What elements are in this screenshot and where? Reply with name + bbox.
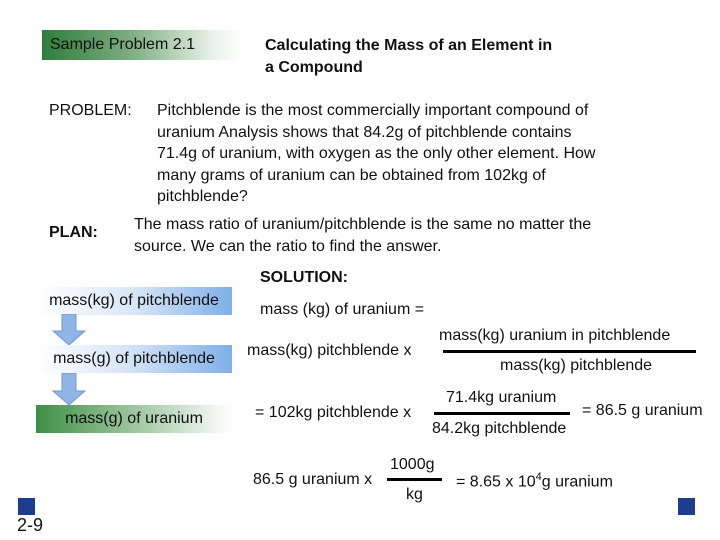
plan-line-2: source. We can the ratio to find the answer.: [134, 237, 442, 255]
down-arrow-icon: [52, 314, 86, 346]
slide-number: 2-9: [17, 515, 44, 535]
step4-fraction-bar: [387, 478, 442, 481]
nav-next-square-icon[interactable]: [678, 498, 695, 515]
slide-title: [265, 35, 552, 79]
nav-prev-square-icon[interactable]: [18, 498, 35, 515]
sample-problem-tab: [42, 30, 242, 60]
step4-result-prefix: = 8.65 x 10: [456, 473, 536, 491]
step2-left-text: mass(kg) pitchblende x: [247, 342, 412, 359]
problem-label: PROBLEM:: [49, 102, 132, 119]
solution-label: SOLUTION:: [260, 269, 348, 286]
flow-step-mass-g-uranium: mass(g) of uranium: [36, 405, 232, 433]
problem-line-1: Pitchblende is the most commercially important compound of: [157, 102, 589, 119]
flow-step-mass-kg-pitchblende: mass(kg) of pitchblende: [36, 287, 232, 315]
step2-denominator: mass(kg) pitchblende: [500, 357, 653, 374]
step3-denominator: 84.2kg pitchblende: [432, 420, 567, 437]
title-line-2: a Compound: [265, 59, 363, 76]
plan-label: PLAN:: [49, 224, 98, 241]
step3-numerator: 71.4kg uranium: [446, 389, 557, 406]
step3-fraction-bar: [434, 412, 570, 415]
problem-line-4: many grams of uranium can be obtained from 102kg of: [157, 166, 546, 184]
step2-numerator: mass(kg) uranium in pitchblende: [439, 327, 671, 344]
problem-line-3: 71.4g of uranium, with oxygen as the only other element. How: [157, 145, 596, 162]
step4-result-exponent: 4: [535, 471, 542, 483]
problem-line-2: uranium Analysis shows that 84.2g of pitchblende contains: [157, 123, 572, 141]
sample-problem-label: Sample Problem 2.1: [50, 36, 195, 53]
step4-denominator: kg: [406, 486, 423, 503]
step4-left-text: 86.5 g uranium x: [253, 471, 373, 488]
step2-fraction-bar: [443, 350, 696, 353]
flow-step-mass-g-pitchblende: mass(g) of pitchblende: [36, 345, 232, 373]
plan-line-1: The mass ratio of uranium/pitchblende is the same no matter the: [134, 216, 592, 233]
solution-line-1: mass (kg) of uranium =: [260, 301, 425, 318]
step4-numerator: 1000g: [390, 456, 435, 473]
step3-result: = 86.5 g uranium: [582, 402, 703, 419]
step4-result-suffix: g uranium: [541, 473, 613, 491]
step4-result: [456, 471, 613, 491]
down-arrow-icon: [52, 373, 86, 406]
step3-left-text: = 102kg pitchblende x: [255, 404, 412, 421]
problem-line-5: pitchblende?: [157, 188, 248, 205]
title-line-1: Calculating the Mass of an Element in: [265, 37, 553, 54]
